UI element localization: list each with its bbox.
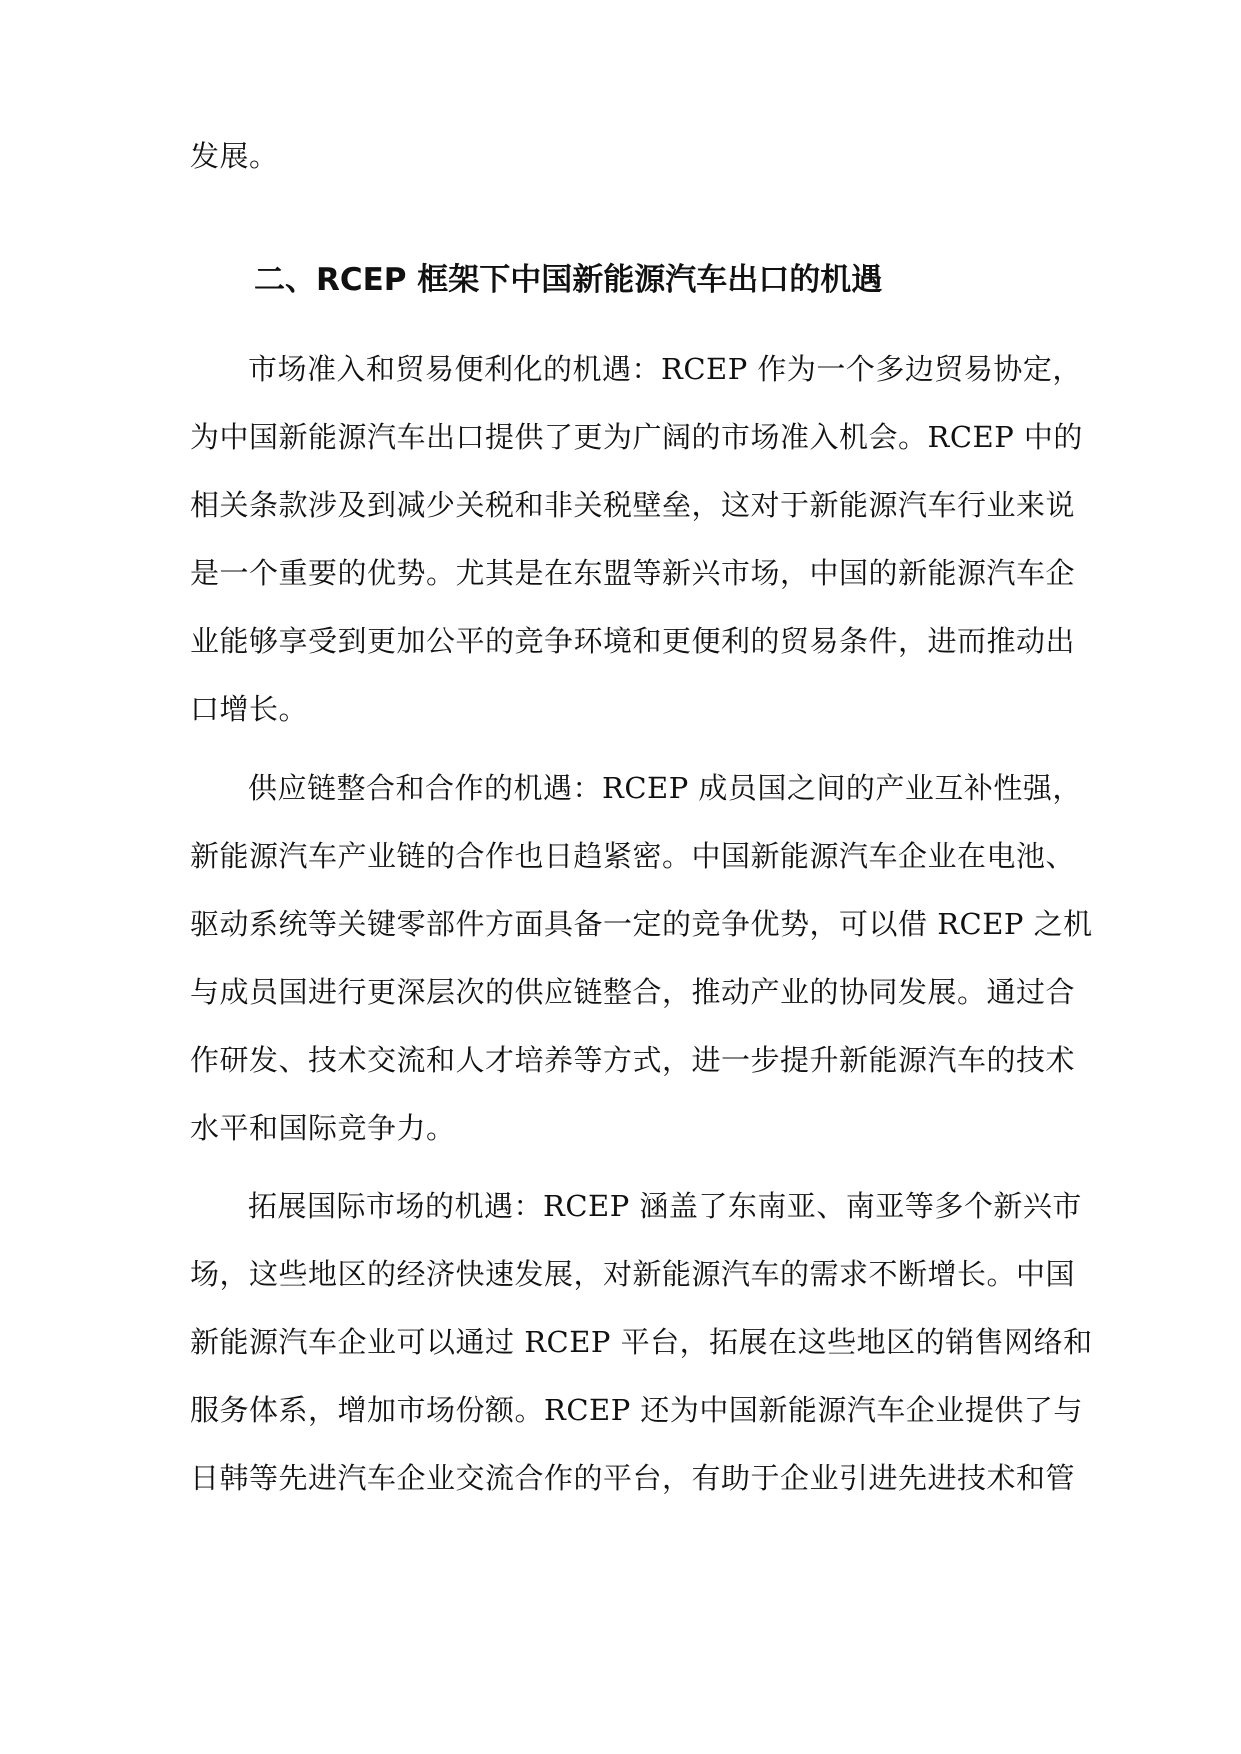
paragraph-3-line-3: 新能源汽车企业可以通过 RCEP 平台，拓展在这些地区的销售网络和 (190, 1325, 1093, 1359)
paragraph-2-line-3: 驱动系统等关键零部件方面具备一定的竞争优势，可以借 RCEP 之机 (190, 907, 1093, 941)
paragraph-1-line-2: 为中国新能源汽车出口提供了更为广阔的市场准入机会。RCEP 中的 (190, 420, 1083, 454)
continuation-line: 发展。 (190, 139, 279, 173)
paragraph-2-line-2: 新能源汽车产业链的合作也日趋紧密。中国新能源汽车企业在电池、 (190, 839, 1076, 873)
paragraph-3-line-5: 日韩等先进汽车企业交流合作的平台，有助于企业引进先进技术和管 (190, 1461, 1076, 1495)
paragraph-3-line-1: 拓展国际市场的机遇：RCEP 涵盖了东南亚、南亚等多个新兴市 (248, 1189, 1082, 1223)
paragraph-3-line-4: 服务体系，增加市场份额。RCEP 还为中国新能源汽车企业提供了与 (190, 1393, 1083, 1427)
paragraph-1-line-5: 业能够享受到更加公平的竞争环境和更便利的贸易条件，进而推动出 (190, 624, 1076, 658)
section-heading: 二、RCEP 框架下中国新能源汽车出口的机遇 (254, 262, 883, 298)
paragraph-2-line-4: 与成员国进行更深层次的供应链整合，推动产业的协同发展。通过合 (190, 975, 1076, 1009)
paragraph-1-line-3: 相关条款涉及到减少关税和非关税壁垒，这对于新能源汽车行业来说 (190, 488, 1076, 522)
paragraph-2-line-1: 供应链整合和合作的机遇：RCEP 成员国之间的产业互补性强， (248, 771, 1082, 805)
paragraph-3-line-2: 场，这些地区的经济快速发展，对新能源汽车的需求不断增长。中国 (190, 1257, 1076, 1291)
paragraph-2-line-5: 作研发、技术交流和人才培养等方式，进一步提升新能源汽车的技术 (190, 1043, 1076, 1077)
paragraph-1-line-6: 口增长。 (190, 692, 309, 726)
paragraph-2-line-6: 水平和国际竞争力。 (190, 1111, 456, 1145)
paragraph-1-line-4: 是一个重要的优势。尤其是在东盟等新兴市场，中国的新能源汽车企 (190, 556, 1076, 590)
paragraph-1-line-1: 市场准入和贸易便利化的机遇：RCEP 作为一个多边贸易协定， (248, 352, 1082, 386)
